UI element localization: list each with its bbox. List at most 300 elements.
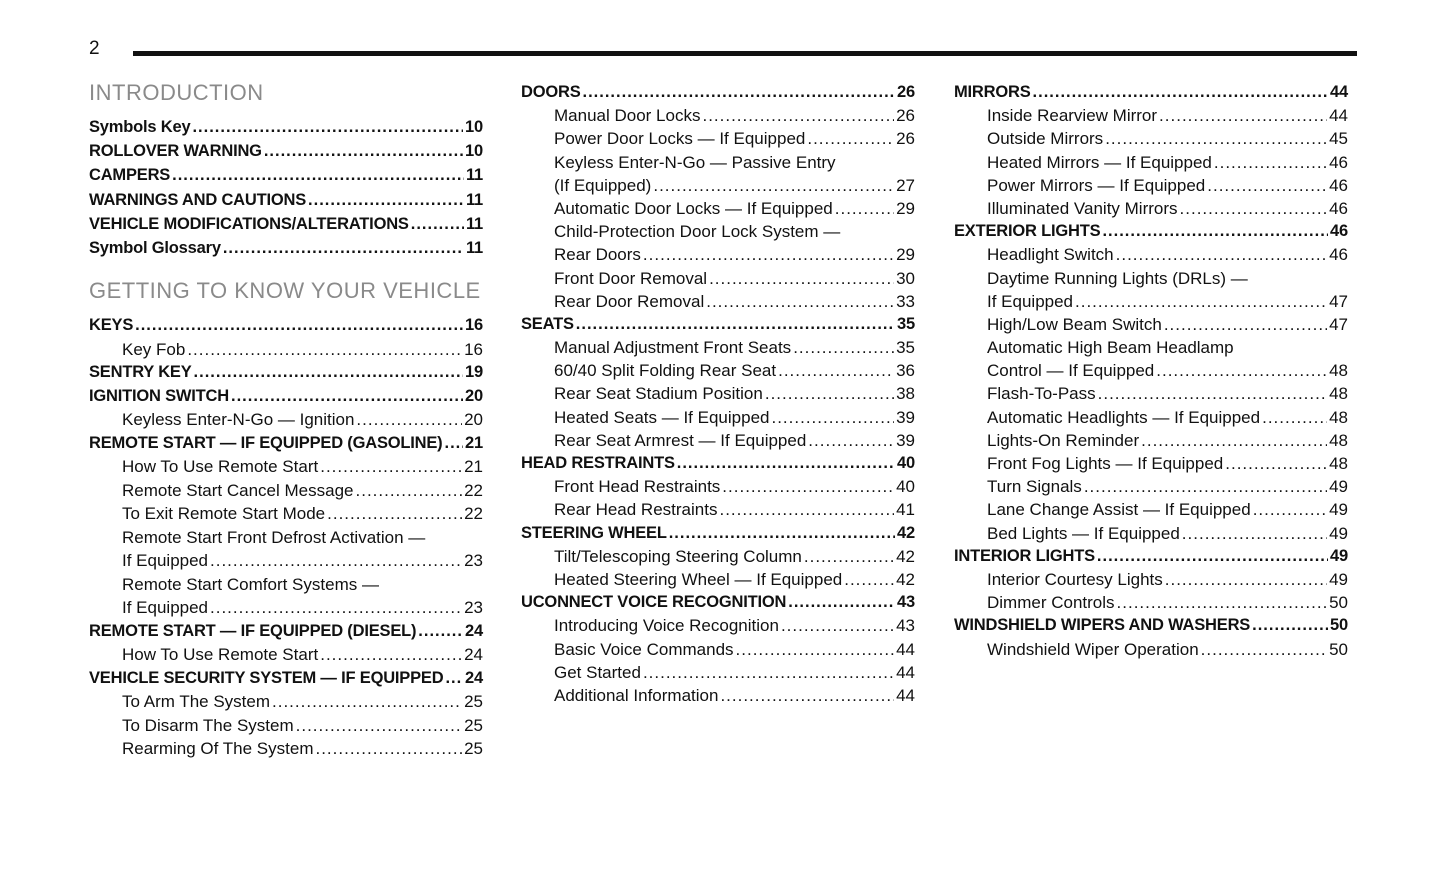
dot-leader	[411, 215, 464, 234]
toc-column-2	[521, 83, 915, 709]
entry-page-number: 26	[897, 83, 915, 101]
entry-title: SENTRY KEY	[89, 363, 192, 382]
toc-column-3	[954, 83, 1348, 663]
toc-entry-main[interactable]	[954, 83, 1348, 106]
entry-page-number: 46	[1329, 175, 1348, 195]
entry-title: Automatic Door Locks — If Equipped	[554, 198, 833, 218]
dot-leader	[210, 551, 462, 571]
entry-page-number: 48	[1329, 361, 1348, 381]
entry-page-number: 39	[896, 430, 915, 450]
dot-leader	[1102, 222, 1328, 241]
toc-entry-sub[interactable]	[521, 663, 915, 686]
dot-leader	[788, 593, 895, 612]
dot-leader	[320, 457, 462, 477]
toc-entry-sub[interactable]	[954, 338, 1348, 361]
entry-title: Front Door Removal	[554, 268, 708, 288]
entry-title: Rear Seat Stadium Position	[554, 384, 763, 404]
entry-title: Windshield Wiper Operation	[987, 639, 1199, 659]
entry-page-number: 36	[896, 361, 915, 381]
entry-title: Manual Adjustment Front Seats	[554, 338, 792, 358]
dot-leader	[793, 338, 894, 358]
dot-leader	[1252, 616, 1328, 635]
dot-leader	[1214, 153, 1327, 173]
dot-leader	[1105, 129, 1327, 149]
entry-page-number: 38	[896, 384, 915, 404]
entry-page-number: 40	[896, 477, 915, 497]
entry-title: Dimmer Controls	[987, 593, 1115, 613]
entry-title: REMOTE START — IF EQUIPPED (DIESEL)	[89, 621, 417, 640]
entry-title: STEERING WHEEL	[521, 523, 667, 542]
toc-entry-sub[interactable]	[521, 500, 915, 523]
entry-title: Lights-On Reminder	[987, 430, 1140, 450]
entry-page-number: 25	[464, 715, 483, 735]
dot-leader	[264, 142, 463, 161]
toc-entry-main[interactable]	[521, 524, 915, 547]
toc-entry-sub[interactable]	[954, 245, 1348, 268]
toc-entry-sub[interactable]	[89, 410, 483, 434]
entry-title: Power Door Locks — If Equipped	[554, 129, 806, 149]
entry-title: REMOTE START — IF EQUIPPED (GASOLINE)	[89, 433, 443, 452]
entry-page-number: 24	[464, 645, 483, 665]
toc-entry-main[interactable]	[89, 142, 483, 166]
toc-entry-main[interactable]	[89, 363, 483, 387]
dot-leader	[1141, 431, 1327, 451]
section-heading: INTRODUCTION	[89, 80, 264, 105]
toc-entry-main[interactable]	[954, 616, 1348, 639]
entry-title: Key Fob	[122, 339, 186, 359]
toc-entry-sub[interactable]	[521, 176, 915, 199]
dot-leader	[778, 361, 894, 381]
dot-leader	[1253, 500, 1327, 520]
entry-page-number: 23	[464, 551, 483, 571]
entry-title: Remote Start Front Defrost Activation —	[122, 527, 426, 547]
entry-title: CAMPERS	[89, 166, 171, 185]
entry-title: Headlight Switch	[987, 245, 1114, 265]
dot-leader	[418, 622, 463, 641]
toc-entry-sub[interactable]	[89, 739, 483, 763]
dot-leader	[445, 669, 463, 688]
dot-leader	[720, 686, 894, 706]
entry-title: Rear Doors	[554, 245, 641, 265]
toc-entry-sub[interactable]	[954, 292, 1348, 315]
dot-leader	[192, 118, 463, 137]
toc-entry-sub[interactable]	[89, 575, 483, 599]
entry-title: UCONNECT VOICE RECOGNITION	[521, 593, 787, 612]
toc-entry-sub[interactable]	[521, 640, 915, 663]
toc-entry-sub[interactable]	[89, 340, 483, 364]
section-heading: GETTING TO KNOW YOUR VEHICLE	[89, 278, 481, 304]
toc-entry-sub[interactable]	[521, 222, 915, 245]
dot-leader	[765, 384, 894, 404]
entry-title: Control — If Equipped	[987, 361, 1155, 381]
entry-title: Front Head Restraints	[554, 477, 721, 497]
entry-title: Heated Mirrors — If Equipped	[987, 152, 1212, 172]
toc-entry-sub[interactable]	[954, 315, 1348, 338]
entry-title: If Equipped	[122, 598, 209, 618]
dot-leader	[771, 408, 894, 428]
entry-page-number: 24	[465, 621, 483, 640]
entry-title: Tilt/Telescoping Steering Column	[554, 546, 802, 566]
entry-title: (If Equipped)	[554, 175, 652, 195]
toc-entry-sub[interactable]	[521, 384, 915, 407]
entry-page-number: 49	[1330, 546, 1348, 565]
dot-leader	[210, 598, 462, 618]
dot-leader	[781, 616, 894, 636]
page-number: 2	[89, 38, 100, 59]
entry-page-number: 47	[1329, 291, 1348, 311]
toc-entry-sub[interactable]	[521, 686, 915, 709]
toc-entry-sub[interactable]	[89, 551, 483, 575]
toc-entry-main[interactable]	[89, 191, 483, 215]
dot-leader	[722, 477, 894, 497]
entry-title: INTERIOR LIGHTS	[954, 546, 1095, 565]
entry-title: To Disarm The System	[122, 715, 294, 735]
entry-title: Symbols Key	[89, 118, 191, 136]
toc-column-1	[89, 80, 483, 763]
entry-title: Rearming Of The System	[122, 739, 314, 759]
dot-leader	[194, 363, 464, 382]
entry-title: Daytime Running Lights (DRLs) —	[987, 268, 1248, 288]
entry-title: Front Fog Lights — If Equipped	[987, 454, 1224, 473]
toc-entry-sub[interactable]	[521, 477, 915, 500]
toc-entry-main[interactable]	[89, 316, 483, 340]
entry-title: Remote Start Cancel Message	[122, 480, 354, 500]
entry-page-number: 46	[1329, 198, 1348, 218]
dot-leader	[583, 83, 896, 102]
dot-leader	[702, 106, 894, 126]
toc-entry-main[interactable]	[521, 593, 915, 616]
dot-leader	[1117, 593, 1328, 613]
entry-title: 60/40 Split Folding Rear Seat	[554, 361, 777, 381]
entry-page-number: 47	[1329, 314, 1348, 334]
toc-entry-sub[interactable]	[954, 454, 1348, 477]
toc-entry-main[interactable]	[89, 387, 483, 411]
entry-page-number: 44	[1330, 83, 1348, 101]
entry-title: ROLLOVER WARNING	[89, 142, 262, 161]
toc-entry-main[interactable]	[954, 547, 1348, 570]
dot-leader	[296, 716, 462, 736]
dot-leader	[677, 454, 895, 473]
dot-leader	[1116, 245, 1327, 265]
entry-page-number: 33	[896, 291, 915, 311]
entry-title: Interior Courtesy Lights	[987, 569, 1163, 589]
toc-entry-sub[interactable]	[954, 384, 1348, 407]
dot-leader	[643, 245, 894, 265]
dot-leader	[135, 316, 463, 335]
entry-page-number: 22	[464, 504, 483, 524]
toc-entry-sub[interactable]	[89, 716, 483, 740]
toc-entry-sub[interactable]	[521, 408, 915, 431]
toc-entry-sub[interactable]	[521, 199, 915, 222]
toc-entry-sub[interactable]	[89, 504, 483, 528]
dot-leader	[1033, 83, 1329, 102]
dot-leader	[835, 199, 894, 219]
toc-entry-sub[interactable]	[521, 616, 915, 639]
toc-entry-sub[interactable]	[521, 106, 915, 129]
entry-page-number: 26	[896, 106, 915, 126]
dot-leader	[653, 176, 894, 196]
entry-page-number: 49	[1329, 569, 1348, 589]
toc-entry-sub[interactable]	[954, 500, 1348, 523]
entry-page-number: 11	[465, 190, 483, 209]
entry-page-number: 46	[1329, 152, 1348, 172]
dot-leader	[320, 645, 462, 665]
entry-page-number: 21	[464, 457, 483, 477]
toc-entry-sub[interactable]	[954, 570, 1348, 593]
toc-entry-sub[interactable]	[521, 570, 915, 593]
dot-leader	[315, 739, 462, 759]
dot-leader	[1156, 361, 1327, 381]
toc-entry-sub[interactable]	[954, 524, 1348, 547]
entry-title: How To Use Remote Start	[122, 645, 319, 665]
entry-page-number: 26	[896, 129, 915, 149]
dot-leader	[356, 410, 462, 430]
entry-title: Turn Signals	[987, 477, 1082, 497]
dot-leader	[844, 570, 894, 590]
entry-title: DOORS	[521, 83, 581, 101]
toc-entry-sub[interactable]	[954, 361, 1348, 384]
entry-title: Automatic High Beam Headlamp	[987, 338, 1234, 358]
entry-title: Inside Rearview Mirror	[987, 106, 1158, 126]
entry-page-number: 48	[1329, 430, 1348, 450]
entry-title: Lane Change Assist — If Equipped	[987, 500, 1251, 520]
entry-page-number: 29	[896, 198, 915, 218]
entry-page-number: 45	[1329, 129, 1348, 149]
entry-page-number: 46	[1329, 245, 1348, 265]
toc-entry-main[interactable]	[89, 434, 483, 458]
entry-page-number: 16	[464, 339, 483, 359]
entry-title: Bed Lights — If Equipped	[987, 523, 1180, 543]
entry-page-number: 21	[465, 433, 483, 452]
entry-page-number: 27	[896, 175, 915, 195]
toc-entry-sub[interactable]	[954, 408, 1348, 431]
entry-title: Basic Voice Commands	[554, 639, 734, 659]
entry-title: Flash-To-Pass	[987, 384, 1096, 404]
entry-title: Introducing Voice Recognition	[554, 616, 779, 636]
toc-entry-sub[interactable]	[954, 593, 1348, 616]
entry-title: HEAD RESTRAINTS	[521, 454, 675, 472]
entry-title: MIRRORS	[954, 83, 1031, 101]
entry-page-number: 24	[465, 668, 483, 687]
toc-entry-sub[interactable]	[89, 598, 483, 622]
toc-entry-sub[interactable]	[954, 176, 1348, 199]
toc-entry-sub[interactable]	[521, 338, 915, 361]
toc-entry-main[interactable]	[89, 215, 483, 239]
entry-page-number: 41	[896, 500, 915, 520]
toc-entry-main[interactable]	[521, 83, 915, 106]
toc-entry-sub[interactable]	[521, 292, 915, 315]
dot-leader	[736, 640, 895, 660]
entry-title: Child-Protection Door Lock System —	[554, 222, 841, 242]
dot-leader	[719, 500, 894, 520]
dot-leader	[804, 547, 894, 567]
entry-page-number: 23	[464, 598, 483, 618]
entry-page-number: 35	[896, 338, 915, 358]
entry-page-number: 10	[465, 118, 483, 136]
entry-page-number: 48	[1329, 454, 1348, 473]
toc-entry-sub[interactable]	[89, 528, 483, 552]
dot-leader	[576, 315, 895, 334]
dot-leader	[223, 239, 464, 258]
toc-entry-sub[interactable]	[521, 431, 915, 454]
entry-page-number: 11	[465, 238, 483, 257]
dot-leader	[356, 481, 463, 501]
dot-leader	[808, 431, 894, 451]
entry-page-number: 44	[896, 639, 915, 659]
entry-title: Power Mirrors — If Equipped	[987, 175, 1206, 195]
entry-title: SEATS	[521, 314, 574, 333]
entry-page-number: 25	[464, 739, 483, 759]
dot-leader	[669, 524, 895, 543]
toc-entry-sub[interactable]	[521, 245, 915, 268]
toc-entry-main[interactable]	[89, 622, 483, 646]
entry-title: Heated Seats — If Equipped	[554, 407, 770, 427]
entry-page-number: 10	[465, 142, 483, 161]
entry-title: Remote Start Comfort Systems —	[122, 574, 379, 594]
dot-leader	[706, 292, 894, 312]
entry-title: Keyless Enter-N-Go — Passive Entry	[554, 152, 836, 172]
toc-entry-sub[interactable]	[954, 477, 1348, 500]
entry-title: Automatic Headlights — If Equipped	[987, 407, 1261, 427]
header-rule	[133, 51, 1357, 56]
entry-page-number: 49	[1329, 477, 1348, 497]
dot-leader	[1207, 176, 1327, 196]
entry-page-number: 30	[896, 268, 915, 288]
entry-title: To Arm The System	[122, 692, 271, 712]
entry-page-number: 11	[465, 214, 483, 233]
dot-leader	[1180, 199, 1328, 219]
toc-entry-main[interactable]	[89, 669, 483, 693]
entry-page-number: 22	[464, 480, 483, 500]
toc-entry-sub[interactable]	[954, 640, 1348, 663]
dot-leader	[1165, 570, 1327, 590]
toc-entry-sub[interactable]	[521, 361, 915, 384]
toc-entry-sub[interactable]	[89, 457, 483, 481]
toc-entry-main[interactable]	[521, 454, 915, 477]
entry-title: IGNITION SWITCH	[89, 386, 229, 405]
entry-title: If Equipped	[987, 291, 1074, 311]
entry-page-number: 25	[464, 692, 483, 712]
entry-title: KEYS	[89, 316, 134, 335]
entry-page-number: 44	[1329, 106, 1348, 126]
entry-title: To Exit Remote Start Mode	[122, 504, 326, 524]
toc-entry-main[interactable]	[89, 118, 483, 142]
dot-leader	[1075, 292, 1327, 312]
entry-page-number: 48	[1329, 407, 1348, 427]
entry-title: Symbol Glossary	[89, 238, 221, 257]
toc-entry-main[interactable]	[521, 315, 915, 338]
dot-leader	[1225, 454, 1327, 474]
dot-leader	[327, 504, 462, 524]
entry-title: WARNINGS AND CAUTIONS	[89, 190, 307, 209]
entry-title: Keyless Enter-N-Go — Ignition	[122, 410, 355, 430]
toc-entry-main[interactable]	[89, 166, 483, 190]
toc-entry-main[interactable]	[954, 222, 1348, 245]
dot-leader	[1182, 524, 1327, 544]
dot-leader	[308, 191, 464, 210]
dot-leader	[187, 340, 462, 360]
toc-entry-sub[interactable]	[954, 106, 1348, 129]
entry-page-number: 16	[465, 316, 483, 335]
toc-entry-sub[interactable]	[954, 269, 1348, 292]
entry-title: High/Low Beam Switch	[987, 314, 1162, 334]
entry-title: How To Use Remote Start	[122, 457, 319, 477]
dot-leader	[1201, 640, 1327, 660]
dot-leader	[231, 387, 463, 406]
entry-title: VEHICLE SECURITY SYSTEM — IF EQUIPPED	[89, 668, 444, 687]
entry-page-number: 49	[1329, 523, 1348, 543]
toc-entry-sub[interactable]	[521, 129, 915, 152]
toc-entry-sub[interactable]	[521, 153, 915, 176]
toc-entry-sub[interactable]	[89, 481, 483, 505]
entry-page-number: 39	[896, 407, 915, 427]
dot-leader	[1159, 106, 1327, 126]
toc-entry-sub[interactable]	[521, 269, 915, 292]
entry-page-number: 43	[896, 616, 915, 636]
entry-title: Illuminated Vanity Mirrors	[987, 198, 1178, 218]
entry-page-number: 29	[896, 245, 915, 265]
dot-leader	[272, 692, 462, 712]
entry-title: Heated Steering Wheel — If Equipped	[554, 569, 843, 589]
toc-entry-sub[interactable]	[89, 692, 483, 716]
entry-page-number: 50	[1330, 616, 1348, 635]
dot-leader	[1097, 547, 1328, 566]
entry-page-number: 42	[896, 546, 915, 566]
dot-leader	[643, 663, 894, 683]
toc-entry-main[interactable]	[89, 239, 483, 263]
toc-entry-sub[interactable]	[89, 645, 483, 669]
entry-page-number: 44	[896, 685, 915, 705]
entry-title: Outside Mirrors	[987, 129, 1104, 149]
entry-page-number: 35	[897, 314, 915, 333]
dot-leader	[1164, 315, 1327, 335]
entry-page-number: 11	[465, 166, 483, 185]
dot-leader	[1098, 384, 1327, 404]
entry-page-number: 42	[897, 523, 915, 542]
entry-title: VEHICLE MODIFICATIONS/ALTERATIONS	[89, 214, 409, 233]
dot-leader	[172, 166, 464, 185]
dot-leader	[1084, 477, 1327, 497]
entry-title: WINDSHIELD WIPERS AND WASHERS	[954, 616, 1251, 635]
entry-page-number: 46	[1330, 222, 1348, 241]
dot-leader	[709, 269, 894, 289]
entry-page-number: 44	[896, 662, 915, 682]
entry-page-number: 49	[1329, 500, 1348, 520]
toc-entry-sub[interactable]	[521, 547, 915, 570]
entry-page-number: 50	[1329, 639, 1348, 659]
entry-title: If Equipped	[122, 551, 209, 571]
entry-page-number: 20	[465, 386, 483, 405]
toc-entry-sub[interactable]	[954, 431, 1348, 454]
dot-leader	[1262, 408, 1327, 428]
entry-title: Get Started	[554, 662, 641, 682]
toc-entry-sub[interactable]	[954, 129, 1348, 152]
toc-entry-sub[interactable]	[954, 199, 1348, 222]
toc-entry-sub[interactable]	[954, 153, 1348, 176]
entry-title: Additional Information	[554, 685, 719, 705]
entry-page-number: 48	[1329, 384, 1348, 404]
entry-title: Rear Door Removal	[554, 291, 705, 311]
dot-leader	[444, 434, 463, 453]
entry-page-number: 42	[896, 569, 915, 589]
entry-page-number: 19	[465, 363, 483, 382]
entry-title: EXTERIOR LIGHTS	[954, 222, 1101, 241]
entry-title: Rear Seat Armrest — If Equipped	[554, 430, 807, 450]
entry-page-number: 40	[897, 454, 915, 472]
entry-title: Manual Door Locks	[554, 106, 701, 126]
entry-page-number: 50	[1329, 593, 1348, 613]
entry-title: Rear Head Restraints	[554, 500, 718, 520]
